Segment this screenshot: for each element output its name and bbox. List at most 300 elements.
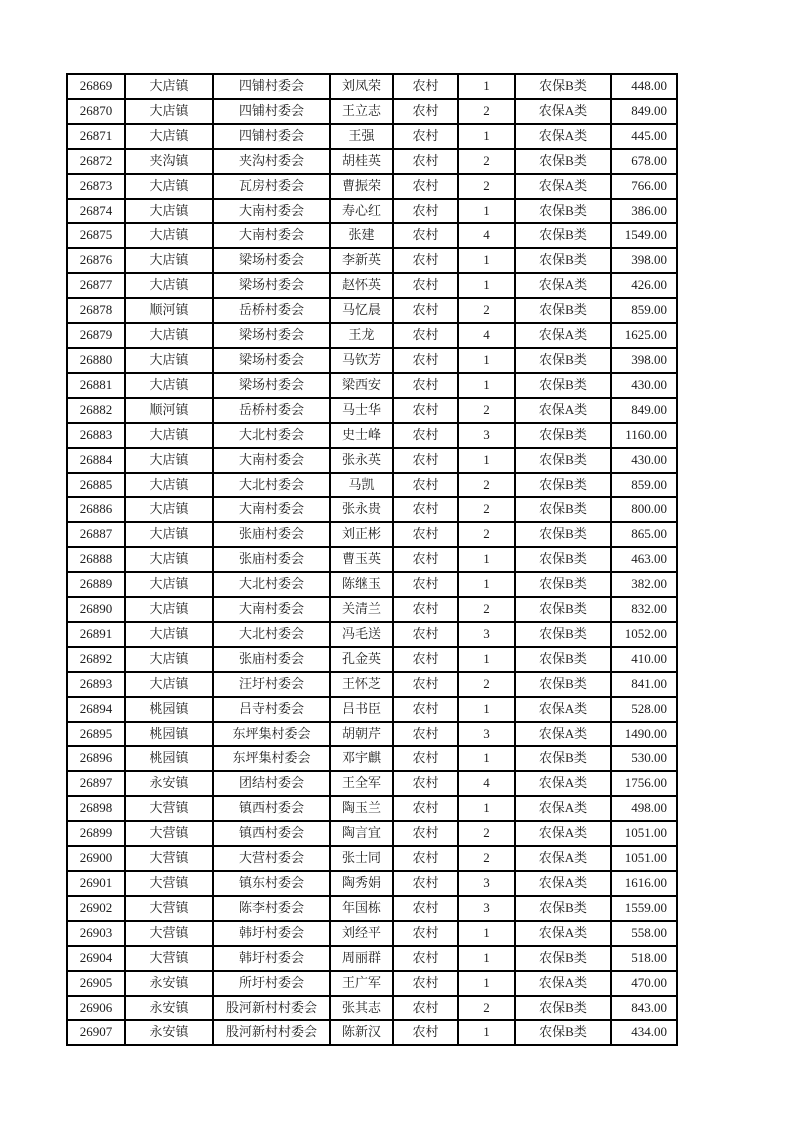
cell-person_count: 4	[457, 222, 514, 247]
cell-village_committee: 吕寺村委会	[212, 696, 329, 721]
cell-town: 大营镇	[124, 820, 212, 845]
cell-town: 大营镇	[124, 845, 212, 870]
table-row	[66, 621, 678, 646]
cell-town: 桃园镇	[124, 745, 212, 770]
cell-household_type: 农村	[392, 222, 457, 247]
cell-person_name: 王强	[329, 123, 392, 148]
cell-amount: 498.00	[610, 795, 678, 820]
cell-household_type: 农村	[392, 272, 457, 297]
cell-village_committee: 岳桥村委会	[212, 397, 329, 422]
cell-household_type: 农村	[392, 247, 457, 272]
cell-record_id: 26870	[66, 98, 124, 123]
cell-village_committee: 镇东村委会	[212, 870, 329, 895]
cell-village_committee: 瓦房村委会	[212, 173, 329, 198]
cell-record_id: 26890	[66, 596, 124, 621]
cell-person_count: 2	[457, 297, 514, 322]
cell-person_count: 2	[457, 148, 514, 173]
cell-record_id: 26874	[66, 198, 124, 223]
table-row	[66, 571, 678, 596]
cell-household_type: 农村	[392, 347, 457, 372]
cell-person_name: 胡朝芹	[329, 721, 392, 746]
cell-village_committee: 大北村委会	[212, 571, 329, 596]
table-row	[66, 496, 678, 521]
cell-record_id: 26905	[66, 970, 124, 995]
cell-amount: 382.00	[610, 571, 678, 596]
cell-person_name: 张永英	[329, 447, 392, 472]
cell-record_id: 26891	[66, 621, 124, 646]
cell-person_name: 寿心红	[329, 198, 392, 223]
table-row	[66, 397, 678, 422]
table-row	[66, 297, 678, 322]
cell-insurance_category: 农保B类	[514, 372, 610, 397]
cell-town: 大店镇	[124, 646, 212, 671]
cell-household_type: 农村	[392, 372, 457, 397]
cell-record_id: 26869	[66, 73, 124, 98]
cell-person_count: 1	[457, 646, 514, 671]
cell-insurance_category: 农保B类	[514, 198, 610, 223]
cell-record_id: 26893	[66, 671, 124, 696]
cell-amount: 430.00	[610, 447, 678, 472]
cell-insurance_category: 农保B类	[514, 496, 610, 521]
cell-household_type: 农村	[392, 845, 457, 870]
cell-household_type: 农村	[392, 571, 457, 596]
cell-insurance_category: 农保B类	[514, 621, 610, 646]
cell-insurance_category: 农保B类	[514, 745, 610, 770]
cell-village_committee: 四铺村委会	[212, 73, 329, 98]
cell-amount: 530.00	[610, 745, 678, 770]
cell-amount: 1549.00	[610, 222, 678, 247]
cell-person_count: 1	[457, 945, 514, 970]
cell-town: 永安镇	[124, 995, 212, 1020]
cell-person_count: 1	[457, 795, 514, 820]
cell-person_name: 关清兰	[329, 596, 392, 621]
cell-person_name: 张士同	[329, 845, 392, 870]
cell-town: 大营镇	[124, 895, 212, 920]
table-row	[66, 546, 678, 571]
table-row	[66, 970, 678, 995]
cell-insurance_category: 农保B类	[514, 347, 610, 372]
cell-town: 大店镇	[124, 422, 212, 447]
cell-town: 大店镇	[124, 98, 212, 123]
cell-insurance_category: 农保A类	[514, 770, 610, 795]
cell-insurance_category: 农保B类	[514, 472, 610, 497]
cell-record_id: 26899	[66, 820, 124, 845]
cell-amount: 1052.00	[610, 621, 678, 646]
cell-household_type: 农村	[392, 496, 457, 521]
cell-village_committee: 大南村委会	[212, 222, 329, 247]
cell-insurance_category: 农保B类	[514, 521, 610, 546]
cell-amount: 849.00	[610, 397, 678, 422]
cell-village_committee: 东坪集村委会	[212, 745, 329, 770]
table-row	[66, 123, 678, 148]
cell-person_count: 3	[457, 721, 514, 746]
table-row	[66, 272, 678, 297]
cell-person_count: 2	[457, 671, 514, 696]
cell-amount: 766.00	[610, 173, 678, 198]
table-row	[66, 795, 678, 820]
cell-insurance_category: 农保B类	[514, 73, 610, 98]
cell-record_id: 26876	[66, 247, 124, 272]
cell-town: 大店镇	[124, 496, 212, 521]
cell-village_committee: 股河新村村委会	[212, 1019, 329, 1046]
cell-amount: 859.00	[610, 472, 678, 497]
cell-person_name: 王广军	[329, 970, 392, 995]
table-row	[66, 820, 678, 845]
cell-person_count: 1	[457, 372, 514, 397]
table-row	[66, 995, 678, 1020]
table-row	[66, 222, 678, 247]
cell-insurance_category: 农保B类	[514, 571, 610, 596]
cell-town: 大店镇	[124, 671, 212, 696]
cell-person_name: 吕书臣	[329, 696, 392, 721]
table-row	[66, 945, 678, 970]
table-row	[66, 447, 678, 472]
cell-person_name: 冯毛送	[329, 621, 392, 646]
cell-town: 大店镇	[124, 521, 212, 546]
table-row	[66, 173, 678, 198]
subsidy-roster-table	[66, 73, 678, 1046]
cell-amount: 398.00	[610, 247, 678, 272]
cell-amount: 1559.00	[610, 895, 678, 920]
cell-town: 桃园镇	[124, 696, 212, 721]
cell-insurance_category: 农保A类	[514, 272, 610, 297]
cell-town: 大店镇	[124, 247, 212, 272]
cell-amount: 678.00	[610, 148, 678, 173]
cell-amount: 849.00	[610, 98, 678, 123]
cell-person_name: 马凯	[329, 472, 392, 497]
cell-record_id: 26882	[66, 397, 124, 422]
cell-amount: 1490.00	[610, 721, 678, 746]
cell-town: 大店镇	[124, 372, 212, 397]
cell-village_committee: 梁场村委会	[212, 322, 329, 347]
cell-village_committee: 梁场村委会	[212, 347, 329, 372]
cell-person_name: 王怀芝	[329, 671, 392, 696]
cell-household_type: 农村	[392, 696, 457, 721]
cell-person_name: 曹玉英	[329, 546, 392, 571]
cell-insurance_category: 农保A类	[514, 870, 610, 895]
cell-person_count: 1	[457, 247, 514, 272]
cell-record_id: 26883	[66, 422, 124, 447]
table-row	[66, 671, 678, 696]
table-row	[66, 347, 678, 372]
cell-insurance_category: 农保A类	[514, 123, 610, 148]
cell-record_id: 26877	[66, 272, 124, 297]
cell-household_type: 农村	[392, 148, 457, 173]
cell-insurance_category: 农保A类	[514, 820, 610, 845]
cell-person_count: 1	[457, 546, 514, 571]
cell-record_id: 26898	[66, 795, 124, 820]
cell-amount: 1051.00	[610, 845, 678, 870]
cell-record_id: 26901	[66, 870, 124, 895]
cell-person_name: 张建	[329, 222, 392, 247]
table-row	[66, 920, 678, 945]
table-row	[66, 745, 678, 770]
cell-town: 顺河镇	[124, 397, 212, 422]
cell-person_name: 刘经平	[329, 920, 392, 945]
cell-person_count: 4	[457, 322, 514, 347]
cell-amount: 448.00	[610, 73, 678, 98]
cell-household_type: 农村	[392, 945, 457, 970]
cell-person_name: 马忆晨	[329, 297, 392, 322]
cell-record_id: 26880	[66, 347, 124, 372]
cell-person_name: 曹振荣	[329, 173, 392, 198]
cell-person_count: 2	[457, 173, 514, 198]
cell-town: 大营镇	[124, 870, 212, 895]
cell-household_type: 农村	[392, 73, 457, 98]
cell-record_id: 26906	[66, 995, 124, 1020]
cell-person_count: 1	[457, 73, 514, 98]
cell-household_type: 农村	[392, 621, 457, 646]
cell-town: 大店镇	[124, 347, 212, 372]
cell-amount: 528.00	[610, 696, 678, 721]
cell-person_name: 孔金英	[329, 646, 392, 671]
cell-record_id: 26892	[66, 646, 124, 671]
table-row	[66, 372, 678, 397]
cell-record_id: 26872	[66, 148, 124, 173]
cell-amount: 463.00	[610, 546, 678, 571]
cell-town: 大店镇	[124, 272, 212, 297]
cell-amount: 1625.00	[610, 322, 678, 347]
cell-person_name: 陈新汉	[329, 1019, 392, 1046]
cell-person_name: 陈继玉	[329, 571, 392, 596]
cell-household_type: 农村	[392, 173, 457, 198]
cell-insurance_category: 农保A类	[514, 795, 610, 820]
cell-insurance_category: 农保B类	[514, 546, 610, 571]
cell-town: 永安镇	[124, 770, 212, 795]
cell-person_name: 史士峰	[329, 422, 392, 447]
cell-amount: 410.00	[610, 646, 678, 671]
cell-amount: 843.00	[610, 995, 678, 1020]
cell-village_committee: 四铺村委会	[212, 98, 329, 123]
cell-person_count: 3	[457, 870, 514, 895]
cell-household_type: 农村	[392, 721, 457, 746]
cell-person_count: 1	[457, 198, 514, 223]
cell-amount: 800.00	[610, 496, 678, 521]
table-body	[66, 73, 678, 1046]
table-row	[66, 1019, 678, 1046]
cell-amount: 430.00	[610, 372, 678, 397]
cell-insurance_category: 农保B类	[514, 247, 610, 272]
table-row	[66, 521, 678, 546]
cell-record_id: 26873	[66, 173, 124, 198]
cell-record_id: 26886	[66, 496, 124, 521]
cell-record_id: 26881	[66, 372, 124, 397]
cell-amount: 1160.00	[610, 422, 678, 447]
cell-insurance_category: 农保A类	[514, 970, 610, 995]
cell-record_id: 26895	[66, 721, 124, 746]
cell-record_id: 26904	[66, 945, 124, 970]
cell-household_type: 农村	[392, 646, 457, 671]
cell-village_committee: 大南村委会	[212, 496, 329, 521]
table-row	[66, 422, 678, 447]
cell-record_id: 26888	[66, 546, 124, 571]
cell-household_type: 农村	[392, 820, 457, 845]
cell-village_committee: 梁场村委会	[212, 372, 329, 397]
cell-insurance_category: 农保B类	[514, 148, 610, 173]
table-row	[66, 845, 678, 870]
cell-person_name: 王立志	[329, 98, 392, 123]
cell-town: 大店镇	[124, 123, 212, 148]
table-row	[66, 721, 678, 746]
cell-insurance_category: 农保A类	[514, 920, 610, 945]
cell-village_committee: 岳桥村委会	[212, 297, 329, 322]
cell-insurance_category: 农保B类	[514, 422, 610, 447]
cell-insurance_category: 农保A类	[514, 721, 610, 746]
cell-person_count: 2	[457, 521, 514, 546]
cell-person_count: 1	[457, 571, 514, 596]
cell-person_name: 张其志	[329, 995, 392, 1020]
cell-person_name: 胡桂英	[329, 148, 392, 173]
cell-town: 夹沟镇	[124, 148, 212, 173]
table-row	[66, 198, 678, 223]
cell-amount: 558.00	[610, 920, 678, 945]
table-row	[66, 73, 678, 98]
cell-person_count: 2	[457, 596, 514, 621]
cell-person_count: 1	[457, 1019, 514, 1046]
cell-village_committee: 大营村委会	[212, 845, 329, 870]
table-row	[66, 98, 678, 123]
cell-village_committee: 张庙村委会	[212, 546, 329, 571]
cell-insurance_category: 农保B类	[514, 945, 610, 970]
cell-person_count: 2	[457, 845, 514, 870]
cell-village_committee: 大南村委会	[212, 447, 329, 472]
cell-village_committee: 汪圩村委会	[212, 671, 329, 696]
cell-person_name: 陶言宜	[329, 820, 392, 845]
cell-household_type: 农村	[392, 521, 457, 546]
cell-town: 大店镇	[124, 571, 212, 596]
cell-village_committee: 所圩村委会	[212, 970, 329, 995]
cell-amount: 426.00	[610, 272, 678, 297]
cell-amount: 865.00	[610, 521, 678, 546]
cell-household_type: 农村	[392, 770, 457, 795]
cell-village_committee: 大北村委会	[212, 472, 329, 497]
cell-record_id: 26887	[66, 521, 124, 546]
cell-household_type: 农村	[392, 397, 457, 422]
cell-person_name: 张永贵	[329, 496, 392, 521]
cell-person_count: 1	[457, 745, 514, 770]
table-row	[66, 247, 678, 272]
cell-household_type: 农村	[392, 123, 457, 148]
cell-household_type: 农村	[392, 422, 457, 447]
cell-town: 大店镇	[124, 73, 212, 98]
cell-person_name: 周丽群	[329, 945, 392, 970]
cell-person_count: 3	[457, 621, 514, 646]
cell-person_name: 陶秀娟	[329, 870, 392, 895]
cell-person_count: 1	[457, 123, 514, 148]
cell-person_name: 王龙	[329, 322, 392, 347]
cell-person_count: 3	[457, 422, 514, 447]
cell-amount: 434.00	[610, 1019, 678, 1046]
cell-insurance_category: 农保B类	[514, 297, 610, 322]
cell-household_type: 农村	[392, 546, 457, 571]
cell-village_committee: 镇西村委会	[212, 820, 329, 845]
cell-village_committee: 梁场村委会	[212, 272, 329, 297]
cell-insurance_category: 农保B类	[514, 596, 610, 621]
cell-person_count: 2	[457, 820, 514, 845]
cell-insurance_category: 农保B类	[514, 222, 610, 247]
cell-person_count: 2	[457, 397, 514, 422]
cell-amount: 386.00	[610, 198, 678, 223]
cell-household_type: 农村	[392, 472, 457, 497]
cell-village_committee: 大北村委会	[212, 422, 329, 447]
cell-village_committee: 张庙村委会	[212, 646, 329, 671]
cell-person_count: 3	[457, 895, 514, 920]
table-row	[66, 895, 678, 920]
cell-village_committee: 张庙村委会	[212, 521, 329, 546]
cell-person_name: 马士华	[329, 397, 392, 422]
cell-household_type: 农村	[392, 745, 457, 770]
cell-record_id: 26885	[66, 472, 124, 497]
cell-village_committee: 韩圩村委会	[212, 920, 329, 945]
cell-insurance_category: 农保A类	[514, 322, 610, 347]
table-row	[66, 646, 678, 671]
table-row	[66, 148, 678, 173]
cell-town: 大店镇	[124, 447, 212, 472]
cell-household_type: 农村	[392, 322, 457, 347]
cell-town: 大店镇	[124, 173, 212, 198]
cell-record_id: 26875	[66, 222, 124, 247]
cell-town: 桃园镇	[124, 721, 212, 746]
cell-town: 大店镇	[124, 596, 212, 621]
cell-household_type: 农村	[392, 795, 457, 820]
cell-record_id: 26894	[66, 696, 124, 721]
cell-amount: 518.00	[610, 945, 678, 970]
cell-amount: 445.00	[610, 123, 678, 148]
cell-person_name: 年国栋	[329, 895, 392, 920]
cell-household_type: 农村	[392, 198, 457, 223]
cell-village_committee: 韩圩村委会	[212, 945, 329, 970]
cell-record_id: 26900	[66, 845, 124, 870]
cell-amount: 832.00	[610, 596, 678, 621]
cell-household_type: 农村	[392, 596, 457, 621]
cell-insurance_category: 农保A类	[514, 397, 610, 422]
cell-person_count: 1	[457, 920, 514, 945]
cell-person_name: 王全军	[329, 770, 392, 795]
cell-town: 顺河镇	[124, 297, 212, 322]
cell-record_id: 26907	[66, 1019, 124, 1046]
cell-household_type: 农村	[392, 920, 457, 945]
cell-household_type: 农村	[392, 970, 457, 995]
cell-household_type: 农村	[392, 1019, 457, 1046]
table-row	[66, 870, 678, 895]
cell-town: 大营镇	[124, 920, 212, 945]
cell-amount: 1616.00	[610, 870, 678, 895]
cell-record_id: 26871	[66, 123, 124, 148]
cell-amount: 470.00	[610, 970, 678, 995]
cell-person_count: 1	[457, 970, 514, 995]
cell-insurance_category: 农保B类	[514, 995, 610, 1020]
table-row	[66, 596, 678, 621]
cell-household_type: 农村	[392, 671, 457, 696]
cell-household_type: 农村	[392, 870, 457, 895]
cell-person_name: 邓宇麒	[329, 745, 392, 770]
cell-village_committee: 夹沟村委会	[212, 148, 329, 173]
cell-insurance_category: 农保B类	[514, 447, 610, 472]
cell-insurance_category: 农保A类	[514, 696, 610, 721]
cell-record_id: 26878	[66, 297, 124, 322]
table-row	[66, 770, 678, 795]
cell-insurance_category: 农保B类	[514, 646, 610, 671]
cell-amount: 859.00	[610, 297, 678, 322]
cell-town: 大店镇	[124, 222, 212, 247]
cell-town: 大店镇	[124, 621, 212, 646]
cell-town: 大店镇	[124, 198, 212, 223]
cell-town: 大店镇	[124, 546, 212, 571]
cell-person_count: 4	[457, 770, 514, 795]
table-row	[66, 472, 678, 497]
cell-record_id: 26889	[66, 571, 124, 596]
cell-insurance_category: 农保B类	[514, 895, 610, 920]
